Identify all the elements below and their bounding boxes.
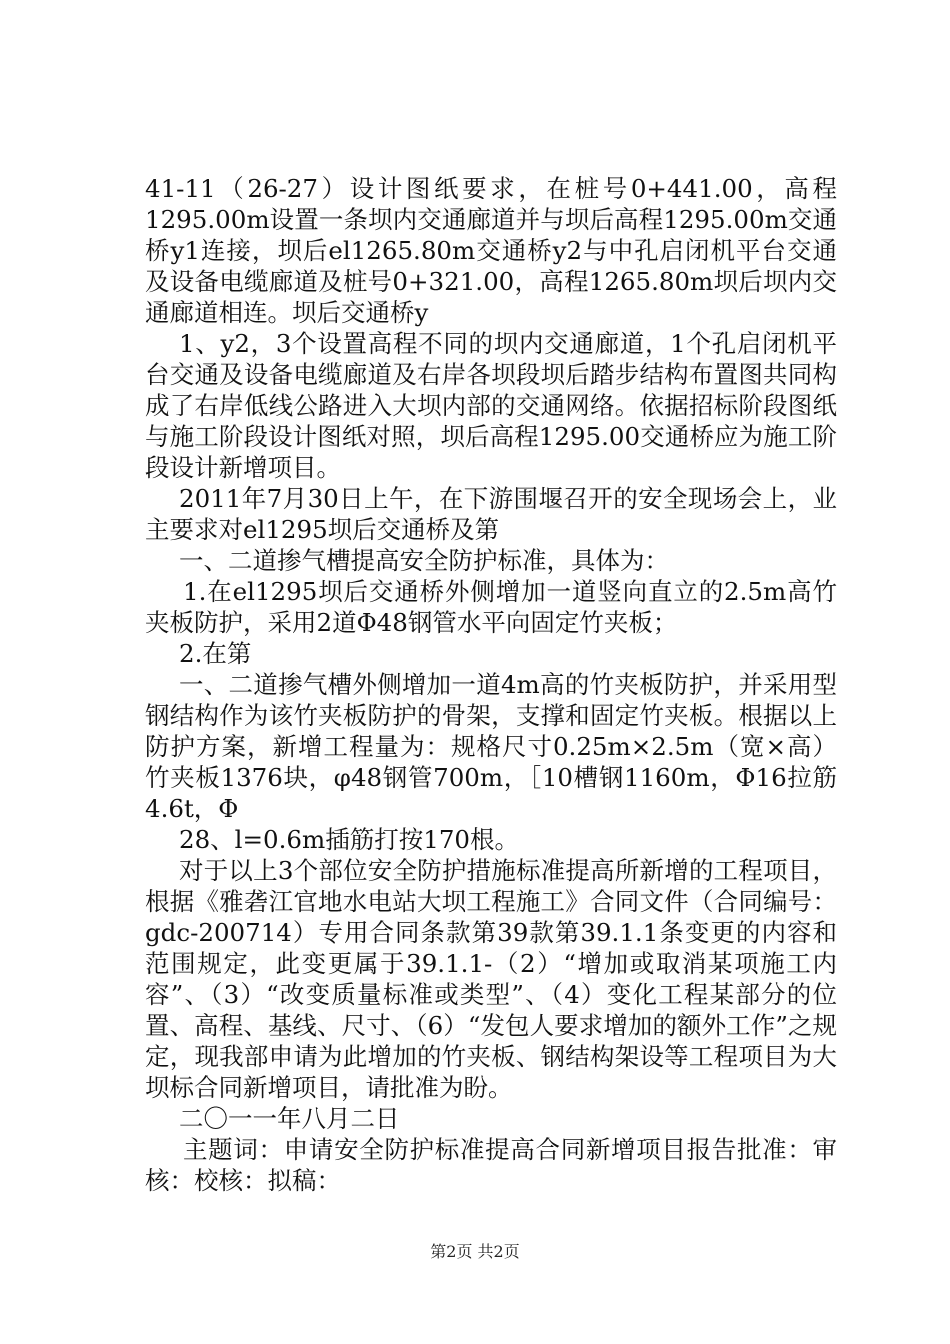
subject-line: 主题词：申请安全防护标准提高合同新增项目报告批准：审核：校核：拟稿：: [145, 1135, 837, 1195]
paragraph-9: 对于以上3个部位安全防护措施标准提高所新增的工程项目，根据《雅砻江官地水电站大坝工程施工》合同文件（合同编号：gdc-200714）专用合同条款第39款第39.1.1条变更的内容和范围规定，此变更属于39.1.1-（2）“增加或取消某项施工内容”、（3）“改变质量标准或类型”、（4）变化工程某部分的位置、高程、基线、尺寸、（6）“发包人要求增加的额外工作”之规定，现我部申请为此增加的竹夹板、钢结构架设等工程项目为大坝标合同新增项目，请批准为盼。: [145, 856, 837, 1102]
date-line: 二〇一一年八月二日: [179, 1104, 400, 1133]
paragraph-4: 一、二道掺气槽提高安全防护标准，具体为：: [179, 546, 669, 575]
document-body: [145, 173, 837, 1196]
paragraph-6: 2.在第: [179, 639, 252, 668]
paragraph-5: 1.在el1295坝后交通桥外侧增加一道竖向直立的2.5m高竹夹板防护，采用2道Φ48钢管水平向固定竹夹板；: [145, 577, 837, 637]
paragraph-7: 一、二道掺气槽外侧增加一道4m高的竹夹板防护，并采用型钢结构作为该竹夹板防护的骨架，支撑和固定竹夹板。根据以上防护方案，新增工程量为：规格尺寸0.25m×2.5m（宽×高）竹夹板1376块，φ48钢管700m，［10槽钢1160m，Φ16拉筋4.6t，Φ: [145, 670, 837, 823]
paragraph-8: 28、l=0.6m插筋打按170根。: [179, 825, 519, 854]
paragraph-1: 41-11（26-27）设计图纸要求，在桩号0+441.00，高程1295.00m设置一条坝内交通廊道并与坝后高程1295.00m交通桥y1连接，坝后el1265.80m交通桥y2与中孔启闭机平台交通及设备电缆廊道及桩号0+321.00，高程1265.80m坝后坝内交通廊道相连。坝后交通桥y: [145, 174, 837, 327]
paragraph-2: 1、y2，3个设置高程不同的坝内交通廊道，1个孔启闭机平台交通及设备电缆廊道及右岸各坝段坝后踏步结构布置图共同构成了右岸低线公路进入大坝内部的交通网络。依据招标阶段图纸与施工阶段设计图纸对照，坝后高程1295.00交通桥应为施工阶段设计新增项目。: [145, 329, 837, 482]
paragraph-3: 2011年7月30日上午，在下游围堰召开的安全现场会上，业主要求对el1295坝后交通桥及第: [145, 484, 837, 544]
page-footer: [0, 1239, 950, 1262]
page-number-label: 第2页 共2页: [430, 1242, 520, 1261]
